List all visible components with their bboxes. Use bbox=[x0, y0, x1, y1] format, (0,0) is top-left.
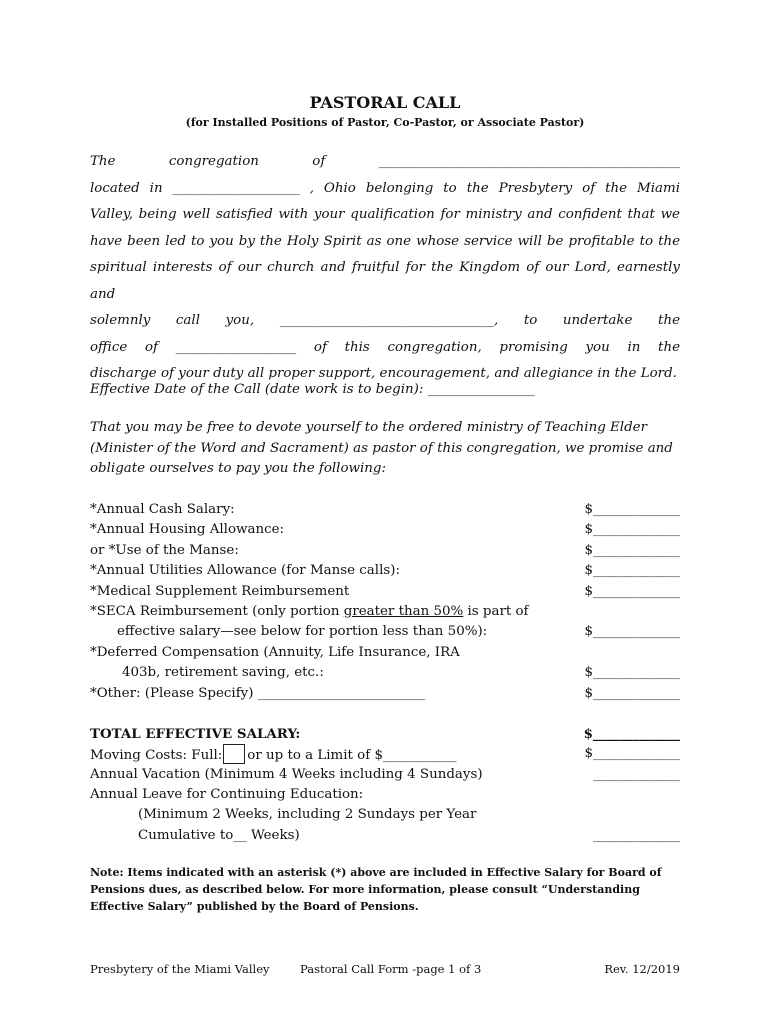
deferred-label: *Deferred Compensation (Annuity, Life Insurance, IRA bbox=[90, 644, 460, 660]
deferred-label-line2: 403b, retirement saving, etc.: bbox=[122, 665, 324, 681]
moving-costs-row bbox=[90, 744, 680, 764]
housing-allowance-row bbox=[90, 520, 680, 540]
annual-cash-salary-label: *Annual Cash Salary: bbox=[90, 502, 235, 517]
vacation-label: Annual Vacation (Minimum 4 Weeks including 4 Sundays) bbox=[90, 766, 483, 782]
other-amount[interactable]: $_____________ bbox=[584, 685, 680, 701]
obligation-paragraph: That you may be free to devote yourself to the ordered ministry of Teaching Elder (Minister of the Word and Sacrament) as pastor of this congregation, we promise and obligate ourselves to pay you the following: bbox=[90, 420, 673, 476]
footer-presbytery: Presbytery of the Miami Valley bbox=[90, 962, 270, 976]
deferred-amount[interactable]: $_____________ bbox=[584, 665, 680, 681]
seca-label-underlined: greater than 50% bbox=[343, 603, 464, 619]
call-line-7: office of __________________ of this congregation, promising you in the bbox=[90, 339, 680, 355]
seca-label-prefix: *SECA Reimbursement (only portion bbox=[90, 603, 344, 619]
call-line-4: have been led to you by the Holy Spirit as one whose service will be profitable to the bbox=[90, 233, 680, 249]
seca-label-suffix: is part of bbox=[463, 603, 529, 619]
utilities-amount[interactable]: $_____________ bbox=[584, 563, 680, 579]
utilities-label: *Annual Utilities Allowance (for Manse calls): bbox=[90, 563, 400, 579]
leave-blank[interactable]: _____________ bbox=[592, 827, 680, 843]
seca-row bbox=[90, 602, 680, 622]
moving-costs-label: Moving Costs: Full: bbox=[90, 748, 223, 764]
full-moving-checkbox[interactable] bbox=[223, 744, 245, 764]
leave-label-line3[interactable]: Cumulative to__ Weeks) bbox=[138, 827, 300, 843]
moving-costs-limit[interactable]: or up to a Limit of $___________ bbox=[247, 748, 457, 764]
effective-date-field: Effective Date of the Call (date work is to begin): ________________ bbox=[90, 382, 535, 397]
call-line-3: Valley, being well satisfied with your qualification for ministry and confident that we bbox=[90, 207, 680, 222]
medical-label: *Medical Supplement Reimbursement bbox=[90, 583, 350, 599]
leave-row bbox=[90, 785, 680, 805]
medical-row bbox=[90, 582, 680, 602]
vacation-blank[interactable]: _____________ bbox=[592, 766, 680, 782]
call-line-1: The congregation of _____________________________________________ bbox=[90, 154, 680, 169]
other-row bbox=[90, 684, 680, 704]
vacation-row bbox=[90, 765, 680, 785]
call-line-2: located in ___________________ , Ohio belonging to the Presbytery of the Miami bbox=[90, 180, 680, 196]
seca-row-2 bbox=[90, 622, 680, 642]
total-salary-amount[interactable]: $_____________ bbox=[583, 725, 680, 742]
call-paragraph bbox=[90, 149, 680, 388]
manse-amount[interactable]: $_____________ bbox=[584, 542, 680, 558]
call-line-6: solemnly call you, ________________________________, to undertake the bbox=[90, 313, 680, 328]
seca-label-line2: effective salary—see below for portion less than 50%): bbox=[117, 624, 488, 640]
page-title: PASTORAL CALL bbox=[309, 93, 461, 112]
medical-amount[interactable]: $_____________ bbox=[584, 583, 680, 599]
compensation-list bbox=[90, 500, 680, 846]
leave-label-line2: (Minimum 2 Weeks, including 2 Sundays per Year bbox=[138, 807, 477, 823]
footer-page-number: Pastoral Call Form -page 1 of 3 bbox=[300, 962, 482, 976]
manse-row bbox=[90, 541, 680, 561]
deferred-row-2 bbox=[90, 663, 680, 683]
leave-row-2 bbox=[90, 805, 680, 825]
leave-label: Annual Leave for Continuing Education: bbox=[90, 787, 364, 803]
annual-cash-salary-amount[interactable]: $_____________ bbox=[584, 502, 680, 517]
total-salary-label: TOTAL EFFECTIVE SALARY: bbox=[90, 725, 301, 742]
seca-amount[interactable]: $_____________ bbox=[584, 624, 680, 640]
housing-allowance-label: *Annual Housing Allowance: bbox=[90, 522, 285, 538]
leave-row-3 bbox=[90, 826, 680, 846]
footer-revision: Rev. 12/2019 bbox=[604, 962, 680, 976]
moving-costs-amount[interactable]: $_____________ bbox=[584, 746, 680, 762]
other-label[interactable]: *Other: (Please Specify) _________________________ bbox=[90, 685, 426, 701]
annual-cash-salary-row bbox=[90, 500, 680, 520]
effective-salary-note: Note: Items indicated with an asterisk (*) above are included in Effective Salary for Board of Pensions dues, as described below. For more information, please consult “Understanding Effective Salary” published by the Board of Pensions. bbox=[90, 866, 662, 913]
manse-label: or *Use of the Manse: bbox=[90, 542, 239, 558]
call-line-5: spiritual interests of our church and fruitful for the Kingdom of our Lord, earnestly and bbox=[90, 260, 680, 302]
call-line-8: discharge of your duty all proper support, encouragement, and allegiance in the Lord. bbox=[90, 366, 677, 381]
housing-allowance-amount[interactable]: $_____________ bbox=[584, 522, 680, 538]
utilities-row bbox=[90, 561, 680, 581]
total-salary-row bbox=[90, 724, 680, 744]
deferred-row bbox=[90, 643, 680, 663]
page-subtitle: (for Installed Positions of Pastor, Co-Pastor, or Associate Pastor) bbox=[185, 116, 585, 129]
